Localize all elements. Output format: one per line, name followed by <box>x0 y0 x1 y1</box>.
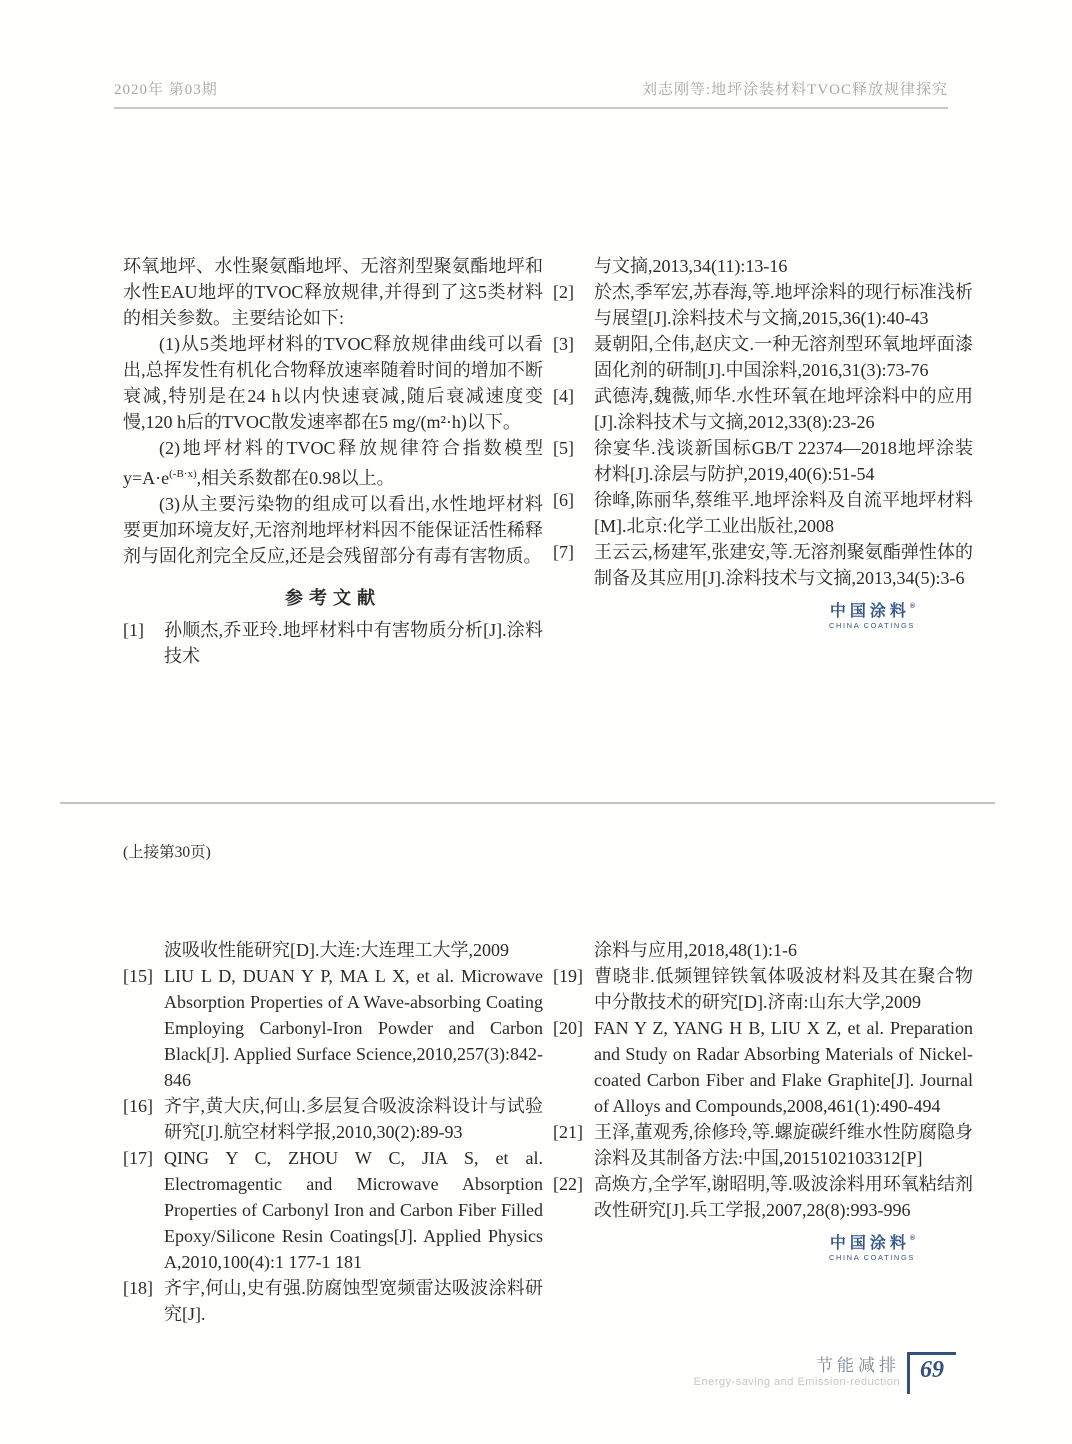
references-heading: 参考文献 <box>285 588 381 608</box>
reference-number: [2] <box>553 282 574 302</box>
registered-mark-icon: ® <box>909 603 915 610</box>
reference-number: [4] <box>553 386 574 406</box>
left-column <box>123 937 543 1327</box>
section-name-english: Energy-saving and Emission-reduction <box>693 1376 900 1388</box>
article-divider <box>60 802 995 804</box>
journal-section-name <box>694 1352 900 1389</box>
reference-item-15 <box>123 963 543 1093</box>
paragraph-conclusion-3: (3)从主要污染物的组成可以看出,水性地坪材料要更加环境友好,无溶剂地坪材料因不能保证活性稀释剂与固化剂完全反应,还是会残留部分有毒有害物质。 <box>123 494 543 566</box>
reference-number: [17] <box>123 1148 153 1168</box>
page-header <box>114 78 948 109</box>
formula-pre: (2)地坪材料的TVOC释放规律符合指数模型y=A·e <box>123 438 543 488</box>
reference-number: [16] <box>123 1096 153 1116</box>
running-title: 刘志刚等:地坪涂装材料TVOC释放规律探究 <box>641 82 948 98</box>
conclusions-references-section <box>123 253 973 669</box>
reference-text: 曹晓非.低频锂锌铁氧体吸波材料及其在聚合物中分散技术的研究[D].济南:山东大学,2009 <box>594 966 973 1012</box>
reference-text: LIU L D, DUAN Y P, MA L X, et al. Microwave Absorption Properties of A Wave-absorbing Coating Employing Carbonyl-Iron Powder and Carbon Black[J]. Applied Surface Science,2010,257(3):842-846 <box>164 966 543 1090</box>
reference-item-20 <box>553 1015 973 1119</box>
reference-14-continuation: 波吸收性能研究[D].大连:大连理工大学,2009 <box>164 940 509 960</box>
reference-continuation: 涂料与应用,2018,48(1):1-6 <box>594 940 797 960</box>
registered-mark-icon: ® <box>909 1235 915 1242</box>
reference-text: 高焕方,全学军,谢昭明,等.吸波涂料用环氧粘结剂改性研究[J].兵工学报,2007,28(8):993-996 <box>594 1174 973 1220</box>
china-coatings-logo <box>553 1235 973 1262</box>
reference-number: [15] <box>123 966 153 986</box>
reference-number: [22] <box>553 1174 583 1194</box>
reference-text: 齐宇,黄大庆,何山.多层复合吸波涂料设计与试验研究[J].航空材料学报,2010,30(2):89-93 <box>164 1096 543 1142</box>
reference-number: [1] <box>123 620 144 640</box>
reference-text: 徐宴华.浅谈新国标GB/T 22374—2018地坪涂装材料[J].涂层与防护,2019,40(6):51-54 <box>594 438 973 484</box>
reference-number: [5] <box>553 438 574 458</box>
reference-number: [20] <box>553 1018 583 1038</box>
reference-item-5 <box>553 435 973 487</box>
left-column <box>123 253 543 669</box>
reference-item-3 <box>553 331 973 383</box>
continued-references-section <box>123 937 973 1327</box>
reference-number: [18] <box>123 1278 153 1298</box>
logo-chinese-text: 中国涂料® <box>829 1235 915 1252</box>
reference-text: 武德涛,魏薇,师华.水性环氧在地坪涂料中的应用[J].涂料技术与文摘,2012,33(8):23-26 <box>594 386 973 432</box>
formula-exponent: (-B·x) <box>169 468 197 480</box>
reference-text: 於杰,季军宏,苏春海,等.地坪涂料的现行标准浅析与展望[J].涂料技术与文摘,2015,36(1):40-43 <box>594 282 973 328</box>
reference-number: [21] <box>553 1122 583 1142</box>
right-column <box>553 937 973 1327</box>
reference-text: 王云云,杨建军,张建安,等.无溶剂聚氨酯弹性体的制备及其应用[J].涂料技术与文摘,2013,34(5):3-6 <box>594 542 973 588</box>
reference-item-21 <box>553 1119 973 1171</box>
reference-number: [3] <box>553 334 574 354</box>
issue-info: 2020年 第03期 <box>114 82 218 98</box>
reference-item-6 <box>553 487 973 539</box>
reference-item-17 <box>123 1145 543 1275</box>
reference-item-1 <box>123 617 543 669</box>
reference-text: 王泽,董观秀,徐修玲,等.螺旋碳纤维水性防腐隐身涂料及其制备方法:中国,2015102103312[P] <box>594 1122 973 1168</box>
continued-from-note: (上接第30页) <box>123 844 211 861</box>
paragraph-continuation: 环氧地坪、水性聚氨酯地坪、无溶剂型聚氨酯地坪和水性EAU地坪的TVOC释放规律,并得到了这5类材料的相关参数。主要结论如下: <box>123 256 543 328</box>
reference-item-19 <box>553 963 973 1015</box>
reference-text: 孙顺杰,乔亚玲.地坪材料中有害物质分析[J].涂料技术 <box>164 620 543 666</box>
reference-text: 齐宇,何山,史有强.防腐蚀型宽频雷达吸波涂料研究[J]. <box>164 1278 543 1324</box>
section-name-chinese: 节能减排 <box>816 1356 900 1375</box>
reference-1-continuation: 与文摘,2013,34(11):13-16 <box>594 256 788 276</box>
right-column <box>553 253 973 669</box>
reference-text: QING Y C, ZHOU W C, JIA S, et al. Electromagentic and Microwave Absorption Properties of Carbonyl Iron and Carbon Fiber Filled Epoxy/Silicone Resin Coatings[J]. Applied Physics A,2010,100(4):1 177-1 181 <box>164 1148 543 1272</box>
reference-item-16 <box>123 1093 543 1145</box>
paragraph-conclusion-2 <box>123 435 543 491</box>
formula-post: ,相关系数都在0.98以上。 <box>196 468 395 488</box>
paragraph-conclusion-1: (1)从5类地坪材料的TVOC释放规律曲线可以看出,总挥发性有机化合物释放速率随着时间的增加不断衰减,特别是在24 h以内快速衰减,随后衰减速度变慢,120 h后的TVOC散发速率都在5 mg/(m²·h)以下。 <box>123 334 543 432</box>
reference-item-2 <box>553 279 973 331</box>
page-number: 69 <box>920 1357 944 1383</box>
reference-number: [7] <box>553 542 574 562</box>
reference-text: 聂朝阳,仝伟,赵庆文.一种无溶剂型环氧地坪面漆固化剂的研制[J].中国涂料,2016,31(3):73-76 <box>594 334 973 380</box>
page-footer <box>694 1352 956 1394</box>
reference-item-22 <box>553 1171 973 1223</box>
reference-text: FAN Y Z, YANG H B, LIU X Z, et al. Preparation and Study on Radar Absorbing Materials of Nickel-coated Carbon Fiber and Flake Graphite[J]. Journal of Alloys and Compounds,2008,461(1):490-494 <box>594 1018 973 1116</box>
page-number-box <box>907 1352 956 1394</box>
logo-english-text: CHINA COATINGS <box>828 620 915 630</box>
reference-number: [6] <box>553 490 574 510</box>
logo-english-text: CHINA COATINGS <box>828 1252 915 1262</box>
reference-number: [19] <box>553 966 583 986</box>
reference-item-18 <box>123 1275 543 1327</box>
logo-chinese-text: 中国涂料® <box>829 603 915 620</box>
reference-text: 徐峰,陈丽华,蔡维平.地坪涂料及自流平地坪材料[M].北京:化学工业出版社,2008 <box>594 490 973 536</box>
reference-item-7 <box>553 539 973 591</box>
china-coatings-logo <box>553 603 973 630</box>
reference-item-4 <box>553 383 973 435</box>
